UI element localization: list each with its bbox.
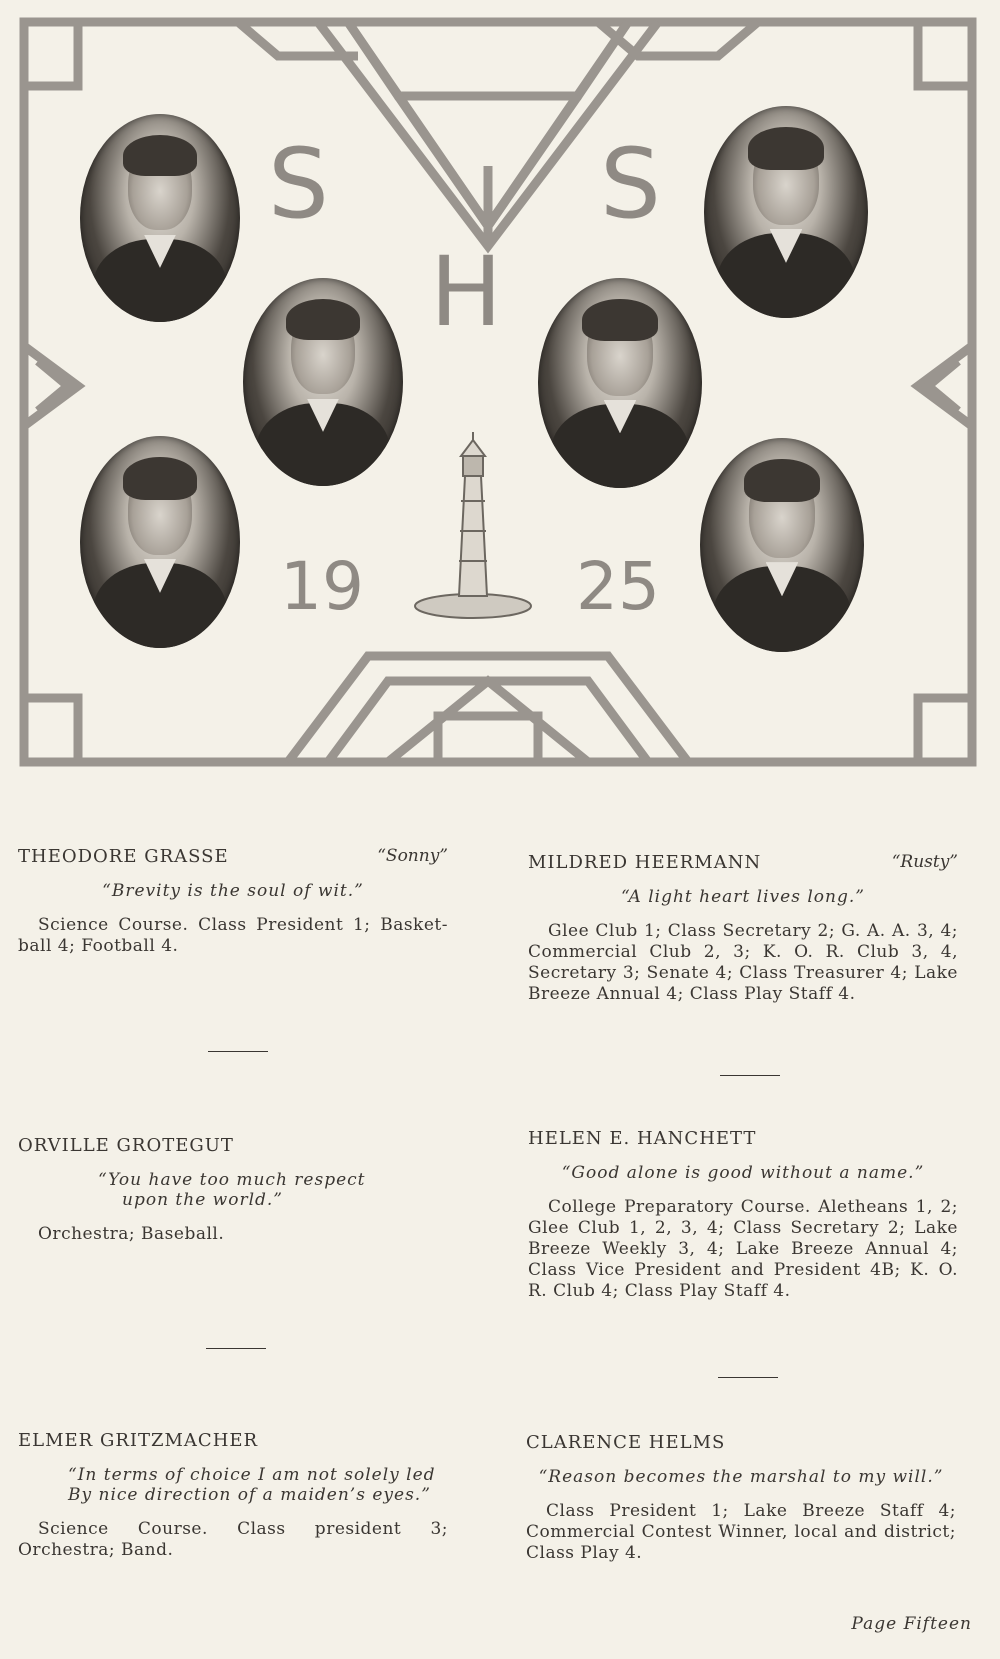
student-quote	[528, 1163, 958, 1183]
portrait-clarence-helms	[700, 438, 864, 652]
quote-line: “A light heart lives long.”	[621, 887, 865, 907]
quote-line: upon the world.”	[122, 1190, 283, 1210]
quote-line: “You have too much respect	[98, 1170, 366, 1190]
divider-rule	[206, 1348, 266, 1349]
student-nickname: “Rusty”	[891, 852, 958, 872]
entry-theodore-grasse	[18, 846, 448, 957]
entry-mildred-heermann	[528, 852, 958, 1005]
quote-line: By nice direction of a maiden’s eyes.”	[68, 1485, 431, 1505]
activities-text: Science Course. Class president 3; Orchestra; Band.	[18, 1519, 448, 1560]
activities-text: Science Course. Class President 1; Basket-ball 4; Football 4.	[18, 915, 448, 956]
divider-rule	[718, 1377, 778, 1378]
activities-text: Class President 1; Lake Breeze Staff 4; Commercial Contest Winner, local and district; Class Play 4.	[526, 1501, 956, 1563]
student-activities	[18, 1224, 448, 1245]
activities-text: Glee Club 1; Class Secretary 2; G. A. A. 3, 4; Commercial Club 2, 3; K. O. R. Club 3, 4, Secretary 3; Senate 4; Class Treasurer 4; Lake Breeze Annual 4; Class Play Staff 4.	[528, 921, 958, 1004]
entry-helen-hanchett	[528, 1128, 958, 1302]
year-left: 19	[280, 548, 364, 625]
student-activities	[528, 1197, 958, 1302]
student-name: HELEN E. HANCHETT	[528, 1128, 757, 1149]
activities-text: College Preparatory Course. Aletheans 1, 2; Glee Club 1, 2, 3, 4; Class Secretary 2; Lake Breeze Weekly 3, 4; Lake Breeze Annual 4; Class Vice President and President 4B; K. O. R. Club 4; Class Play Staff 4.	[528, 1197, 958, 1301]
activities-text: Orchestra; Baseball.	[38, 1224, 225, 1244]
decorative-frame	[18, 16, 978, 768]
student-activities	[18, 915, 448, 957]
page-number: Page Fifteen	[851, 1614, 972, 1634]
letter-h: H	[430, 236, 503, 348]
student-quote	[526, 1467, 956, 1487]
divider-rule	[720, 1075, 780, 1076]
student-name: CLARENCE HELMS	[526, 1432, 726, 1453]
student-name: MILDRED HEERMANN	[528, 852, 762, 873]
quote-line: “Brevity is the soul of wit.”	[102, 881, 364, 901]
portrait-orville-grotegut	[243, 278, 403, 486]
lighthouse-icon	[413, 426, 533, 626]
student-quote	[18, 1170, 448, 1210]
student-nickname: “Sonny”	[377, 846, 448, 866]
student-activities	[528, 921, 958, 1005]
letter-s-left: S	[268, 128, 329, 240]
student-quote	[18, 881, 448, 901]
entry-orville-grotegut	[18, 1135, 448, 1245]
divider-rule	[208, 1051, 268, 1052]
quote-line: “In terms of choice I am not solely led	[68, 1465, 436, 1485]
student-quote	[18, 1465, 448, 1505]
student-name: ORVILLE GROTEGUT	[18, 1135, 234, 1156]
year-right: 25	[576, 548, 660, 625]
portrait-mildred-heermann	[704, 106, 868, 318]
letter-s-right: S	[600, 128, 661, 240]
portrait-elmer-gritzmacher	[80, 436, 240, 648]
entry-clarence-helms	[526, 1432, 956, 1564]
student-name: ELMER GRITZMACHER	[18, 1430, 259, 1451]
quote-line: “Good alone is good without a name.”	[561, 1163, 925, 1183]
student-activities	[18, 1519, 448, 1561]
student-name: THEODORE GRASSE	[18, 846, 229, 867]
quote-line: “Reason becomes the marshal to my will.”	[538, 1467, 944, 1487]
entry-elmer-gritzmacher	[18, 1430, 448, 1561]
portrait-theodore-grasse	[80, 114, 240, 322]
portrait-helen-hanchett	[538, 278, 702, 488]
student-activities	[526, 1501, 956, 1564]
student-quote	[528, 887, 958, 907]
